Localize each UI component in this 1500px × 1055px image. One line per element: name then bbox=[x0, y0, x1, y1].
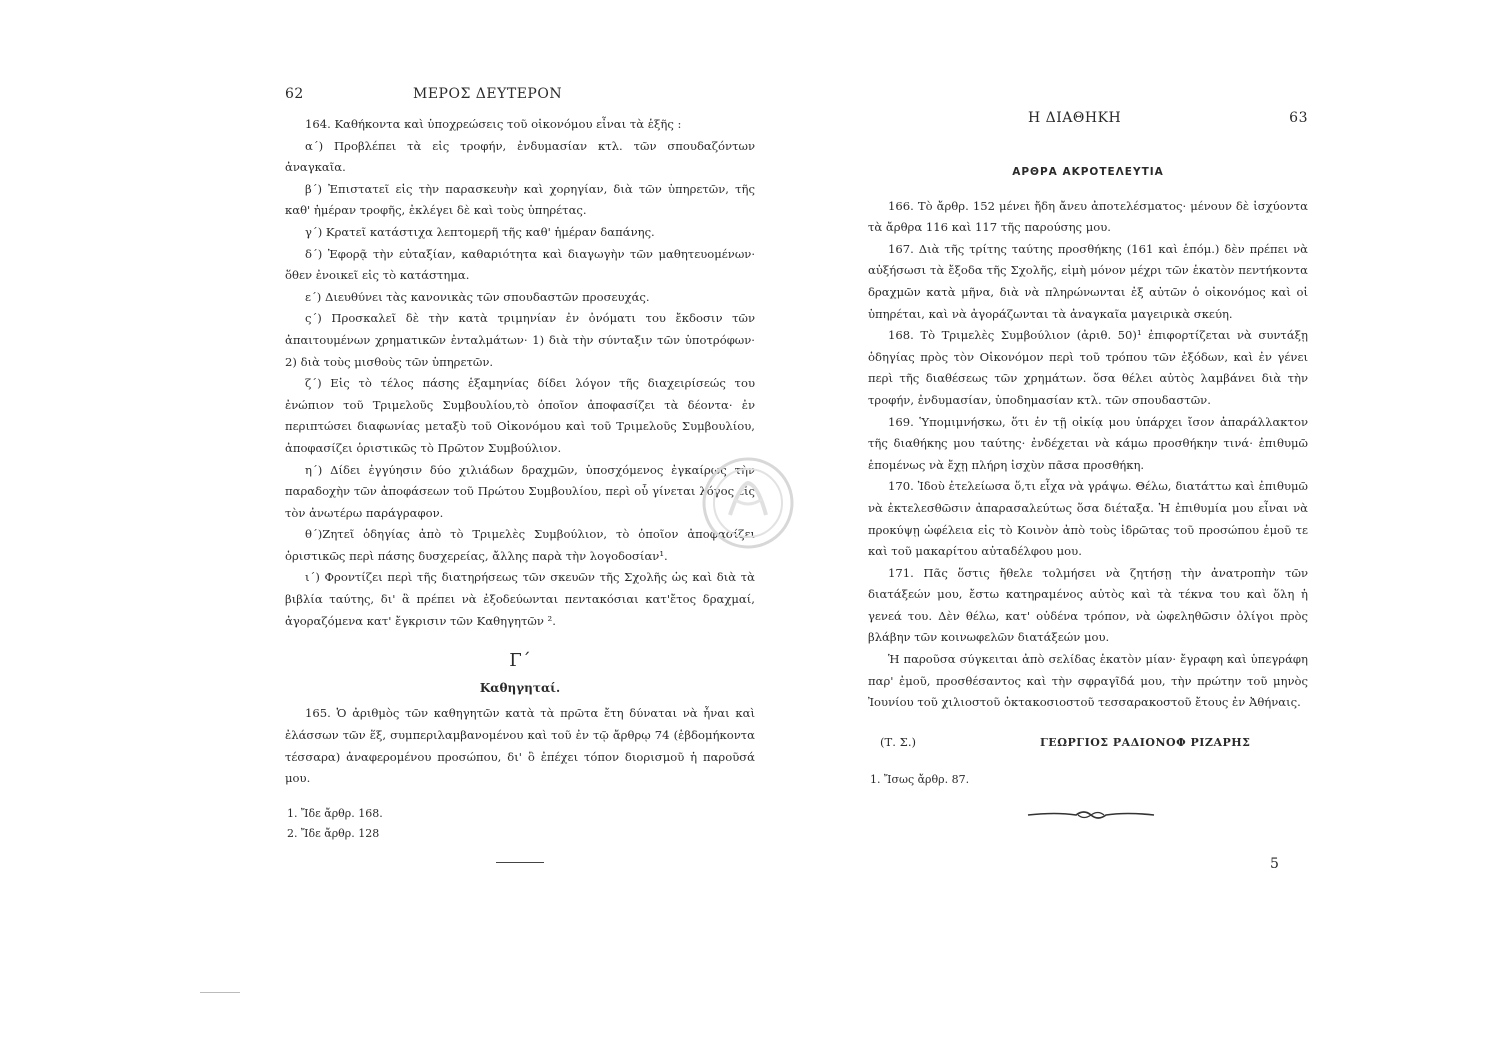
paragraph-171: 171. Πᾶς ὅστις ἤθελε τολμήσει νὰ ζητήσῃ τὴν ἀνατροπὴν τῶν διατάξεών μου, ἔστω κατηραμένος αὐτὸς καὶ τὰ τέκνα του καὶ ὅλη ἡ γενεά του. Δὲν θέλω, κατ' οὐδένα τρόπον, νὰ ὠφεληθῶσιν ὀλίγοι πρὸς βλάβην τῶν κοινωφελῶν διατάξεών μου. bbox=[868, 565, 1308, 645]
footnote-2: 2. Ἴδε ἄρθρ. 128 bbox=[287, 826, 380, 840]
signature-row bbox=[868, 732, 1308, 756]
sheet-number: 5 bbox=[1270, 856, 1279, 872]
right-running-title: Η ΔΙΑΘΗΚΗ bbox=[1028, 110, 1122, 126]
paragraph-164-a: α΄) Προβλέπει τὰ εἰς τροφήν, ἐνδυμασίαν κτλ. τῶν σπουδαζόντων ἀναγκαῖα. bbox=[285, 138, 755, 175]
footnote-right-1: 1. Ἴσως ἄρθρ. 87. bbox=[870, 772, 970, 786]
paragraph-165: 165. Ὁ ἀριθμὸς τῶν καθηγητῶν κατὰ τὰ πρῶτα ἔτη δύναται νὰ ἦναι καὶ ἐλάσσων τῶν ἕξ, συμπεριλαμβανομένου καὶ τοῦ ἐν τῷ ἄρθρῳ 74 (ἑβδομήκοντα τέσσαρα) ἀναφερομένου προσώπου, δι' ὃ ἐπέχει τόπον διορισμοῦ ἡ παροῦσά μου. bbox=[285, 706, 755, 786]
end-rule bbox=[496, 862, 544, 863]
section-title-professors: Καθηγηταί. bbox=[479, 680, 561, 695]
paragraph-closing: Ἡ παροῦσα σύγκειται ἀπὸ σελίδας ἑκατὸν μίαν· ἔγραφη καὶ ὑπεγράφη παρ' ἐμοῦ, προσθέσαντος καὶ τὴν σφραγῖδά μου, τὴν πρώτην τοῦ μηνὸς Ἰουνίου τοῦ χιλιοστοῦ ὀκτακοσιοστοῦ τεσσαρακοστοῦ ἔτους ἐν Ἀθήναις. bbox=[868, 652, 1308, 710]
right-footnotes bbox=[868, 770, 1308, 790]
signature: ΓΕΩΡΓΙΟΣ ΡΑΔΙΟΝΟΦ ΡΙΖΑΡΗΣ bbox=[1040, 735, 1251, 749]
footnote-1: 1. Ἴδε ἄρθρ. 168. bbox=[287, 806, 383, 820]
library-stamp-watermark-icon bbox=[700, 455, 796, 551]
right-page-body bbox=[868, 162, 1308, 829]
decorative-flourish-icon bbox=[1026, 808, 1308, 830]
paragraph-164-d: δ΄) Ἐφορᾷ τὴν εὐταξίαν, καθαριότητα καὶ διαγωγὴν τῶν μαθητευομένων· ὅθεν ἐνοικεῖ εἰς τὸ κατάστημα. bbox=[285, 246, 755, 283]
paragraph-170: 170. Ἰδοὺ ἐτελείωσα ὅ,τι εἶχα νὰ γράψω. Θέλω, διατάττω καὶ ἐπιθυμῶ νὰ ἐκτελεσθῶσιν ἀπαρασαλεύτως ὅσα διέταξα. Ἡ ἐπιθυμία μου εἶναι νὰ προκύψῃ ὠφέλεια εἰς τὸ Κοινὸν ἀπὸ τοὺς ἱδρῶτας τοῦ προσώπου ἐμοῦ τε καὶ τοῦ μακαρίτου αὐταδέλφου μου. bbox=[868, 479, 1308, 559]
paragraph-164-c: γ΄) Κρατεῖ κατάστιχα λεπτομερῆ τῆς καθ' ἡμέραν δαπάνης. bbox=[305, 224, 655, 239]
paragraph-164-j: ι΄) Φροντίζει περὶ τῆς διατηρήσεως τῶν σκευῶν τῆς Σχολῆς ὡς καὶ διὰ τὰ βιβλία ταύτης, δι' ἃ πρέπει νὰ ἐξοδεύωνται πεντακόσιαι κατ'ἔτος δραχμαί, ἀγοραζόμενα κατ' ἔγκρισιν τῶν Καθηγητῶν ². bbox=[285, 570, 755, 628]
section-letter: Γ΄ bbox=[509, 650, 531, 672]
paragraph-164-i: θ΄)Ζητεῖ ὁδηγίας ἀπὸ τὸ Τριμελὲς Συμβούλιον, τὸ ὁποῖον ἀποφασίζει ὁριστικῶς περὶ πάσης δυσχερείας, ἄλλης παρὰ τὴν λογοδοσίαν¹. bbox=[285, 527, 755, 563]
paragraph-164-f: ς΄) Προσκαλεῖ δὲ τὴν κατὰ τριμηνίαν ἐν ὀνόματι του ἔκδοσιν τῶν ἀπαιτουμένων χρηματικῶν ἐνταλμάτων· 1) διὰ τὴν σύνταξιν τῶν ὑποτρόφων· 2) διὰ τοὺς μισθοὺς τῶν ὑπηρετῶν. bbox=[285, 311, 755, 369]
margin-mark bbox=[200, 992, 240, 993]
left-footnotes bbox=[285, 804, 755, 844]
paragraph-164: 164. Καθήκοντα καὶ ὑποχρεώσεις τοῦ οἰκονόμου εἶναι τὰ ἑξῆς : bbox=[305, 117, 682, 131]
paragraph-164-g: ζ΄) Εἰς τὸ τέλος πάσης ἑξαμηνίας δίδει λόγον τῆς διαχειρίσεώς του ἐνώπιον τοῦ Τριμελοῦς Συμβουλίου,τὸ ὁποῖον ἀποφασίζει τὰ δέοντα· ἐν περιπτώσει διαφωνίας μεταξὺ τοῦ Οἰκονόμου καὶ τοῦ Τριμελοῦς Συμβουλίου, ἀποφασίζει ὁριστικῶς τὸ Πρῶτον Συμβούλιον. bbox=[285, 376, 755, 455]
paragraph-169: 169. Ὑπομιμνήσκω, ὅτι ἐν τῇ οἰκίᾳ μου ὑπάρχει ἴσον ἀπαράλλακτον τῆς διαθήκης μου ταύτης· ἐνδέχεται νὰ κάμω προσθήκην τινά· ἐπιθυμῶ ἑπομένως νὰ ἔχῃ πλήρη ἰσχὺν πᾶσα προσθήκη. bbox=[868, 414, 1308, 472]
right-page-header bbox=[868, 84, 1308, 144]
left-page-header bbox=[285, 84, 755, 114]
section-title-final-articles: ΑΡΘΡΑ ΑΚΡΟΤΕΛΕΥΤΙΑ bbox=[1012, 166, 1164, 178]
paragraph-164-h: η΄) Δίδει ἐγγύησιν δύο χιλιάδων δραχμῶν, ὑποσχόμενος ἐγκαίρως τὴν παραδοχὴν τῶν ἀποφάσεων τοῦ Πρώτου Συμβουλίου, περὶ οὗ γίνεται λόγος εἰς τὸν ἀνωτέρω παράγραφον. bbox=[285, 462, 755, 520]
paragraph-164-b: β΄) Ἐπιστατεῖ εἰς τὴν παρασκευὴν καὶ χορηγίαν, διὰ τῶν ὑπηρετῶν, τῆς καθ' ἡμέραν τροφῆς, ἐκλέγει δὲ καὶ τοὺς ὑπηρέτας. bbox=[285, 181, 755, 218]
paragraph-167: 167. Διὰ τῆς τρίτης ταύτης προσθήκης (161 καὶ ἑπόμ.) δὲν πρέπει νὰ αὐξήσωσι τὰ ἔξοδα τῆς Σχολῆς, εἰμὴ μόνον μέχρι τῶν ἑκατὸν πεντήκοντα δραχμῶν κατὰ μῆνα, διὰ νὰ πληρώνωνται ἐξ αὐτῶν ὁ οἰκονόμος καὶ οἱ ὑπηρέται, καὶ νὰ ἀγοράζωνται τὰ ἀναγκαῖα μαγειρικὰ σκεύη. bbox=[868, 241, 1308, 321]
seal-mark: (Τ. Σ.) bbox=[880, 734, 917, 749]
left-running-title: ΜΕΡΟΣ ΔΕΥΤΕΡΟΝ bbox=[413, 86, 563, 102]
paragraph-168: 168. Τὸ Τριμελὲς Συμβούλιον (ἀριθ. 50)¹ ἐπιφορτίζεται νὰ συντάξῃ ὁδηγίας πρὸς τὸν Οἰκονόμον περὶ τοῦ τρόπου τῶν ἐξόδων, καὶ ἐν γένει περὶ τῆς διαθέσεως τῶν χρημάτων. ὅσα θέλει αὐτὸς λαμβάνει διὰ τὴν τροφήν, ἐνδυμασίαν, ὑποδημασίαν κτλ. τῶν σπουδαστῶν. bbox=[868, 328, 1308, 407]
paragraph-166: 166. Τὸ ἄρθρ. 152 μένει ἤδη ἄνευ ἀποτελέσματος· μένουν δὲ ἰσχύοντα τὰ ἄρθρα 116 καὶ 117 τῆς παρούσης μου. bbox=[868, 198, 1308, 235]
left-page bbox=[285, 0, 755, 863]
right-page-number: 63 bbox=[1289, 110, 1308, 126]
right-page bbox=[868, 0, 1308, 829]
paragraph-164-e: ε΄) Διευθύνει τὰς κανονικὰς τῶν σπουδαστῶν προσευχάς. bbox=[305, 289, 650, 304]
left-page-body bbox=[285, 114, 755, 863]
left-page-number: 62 bbox=[285, 86, 304, 102]
